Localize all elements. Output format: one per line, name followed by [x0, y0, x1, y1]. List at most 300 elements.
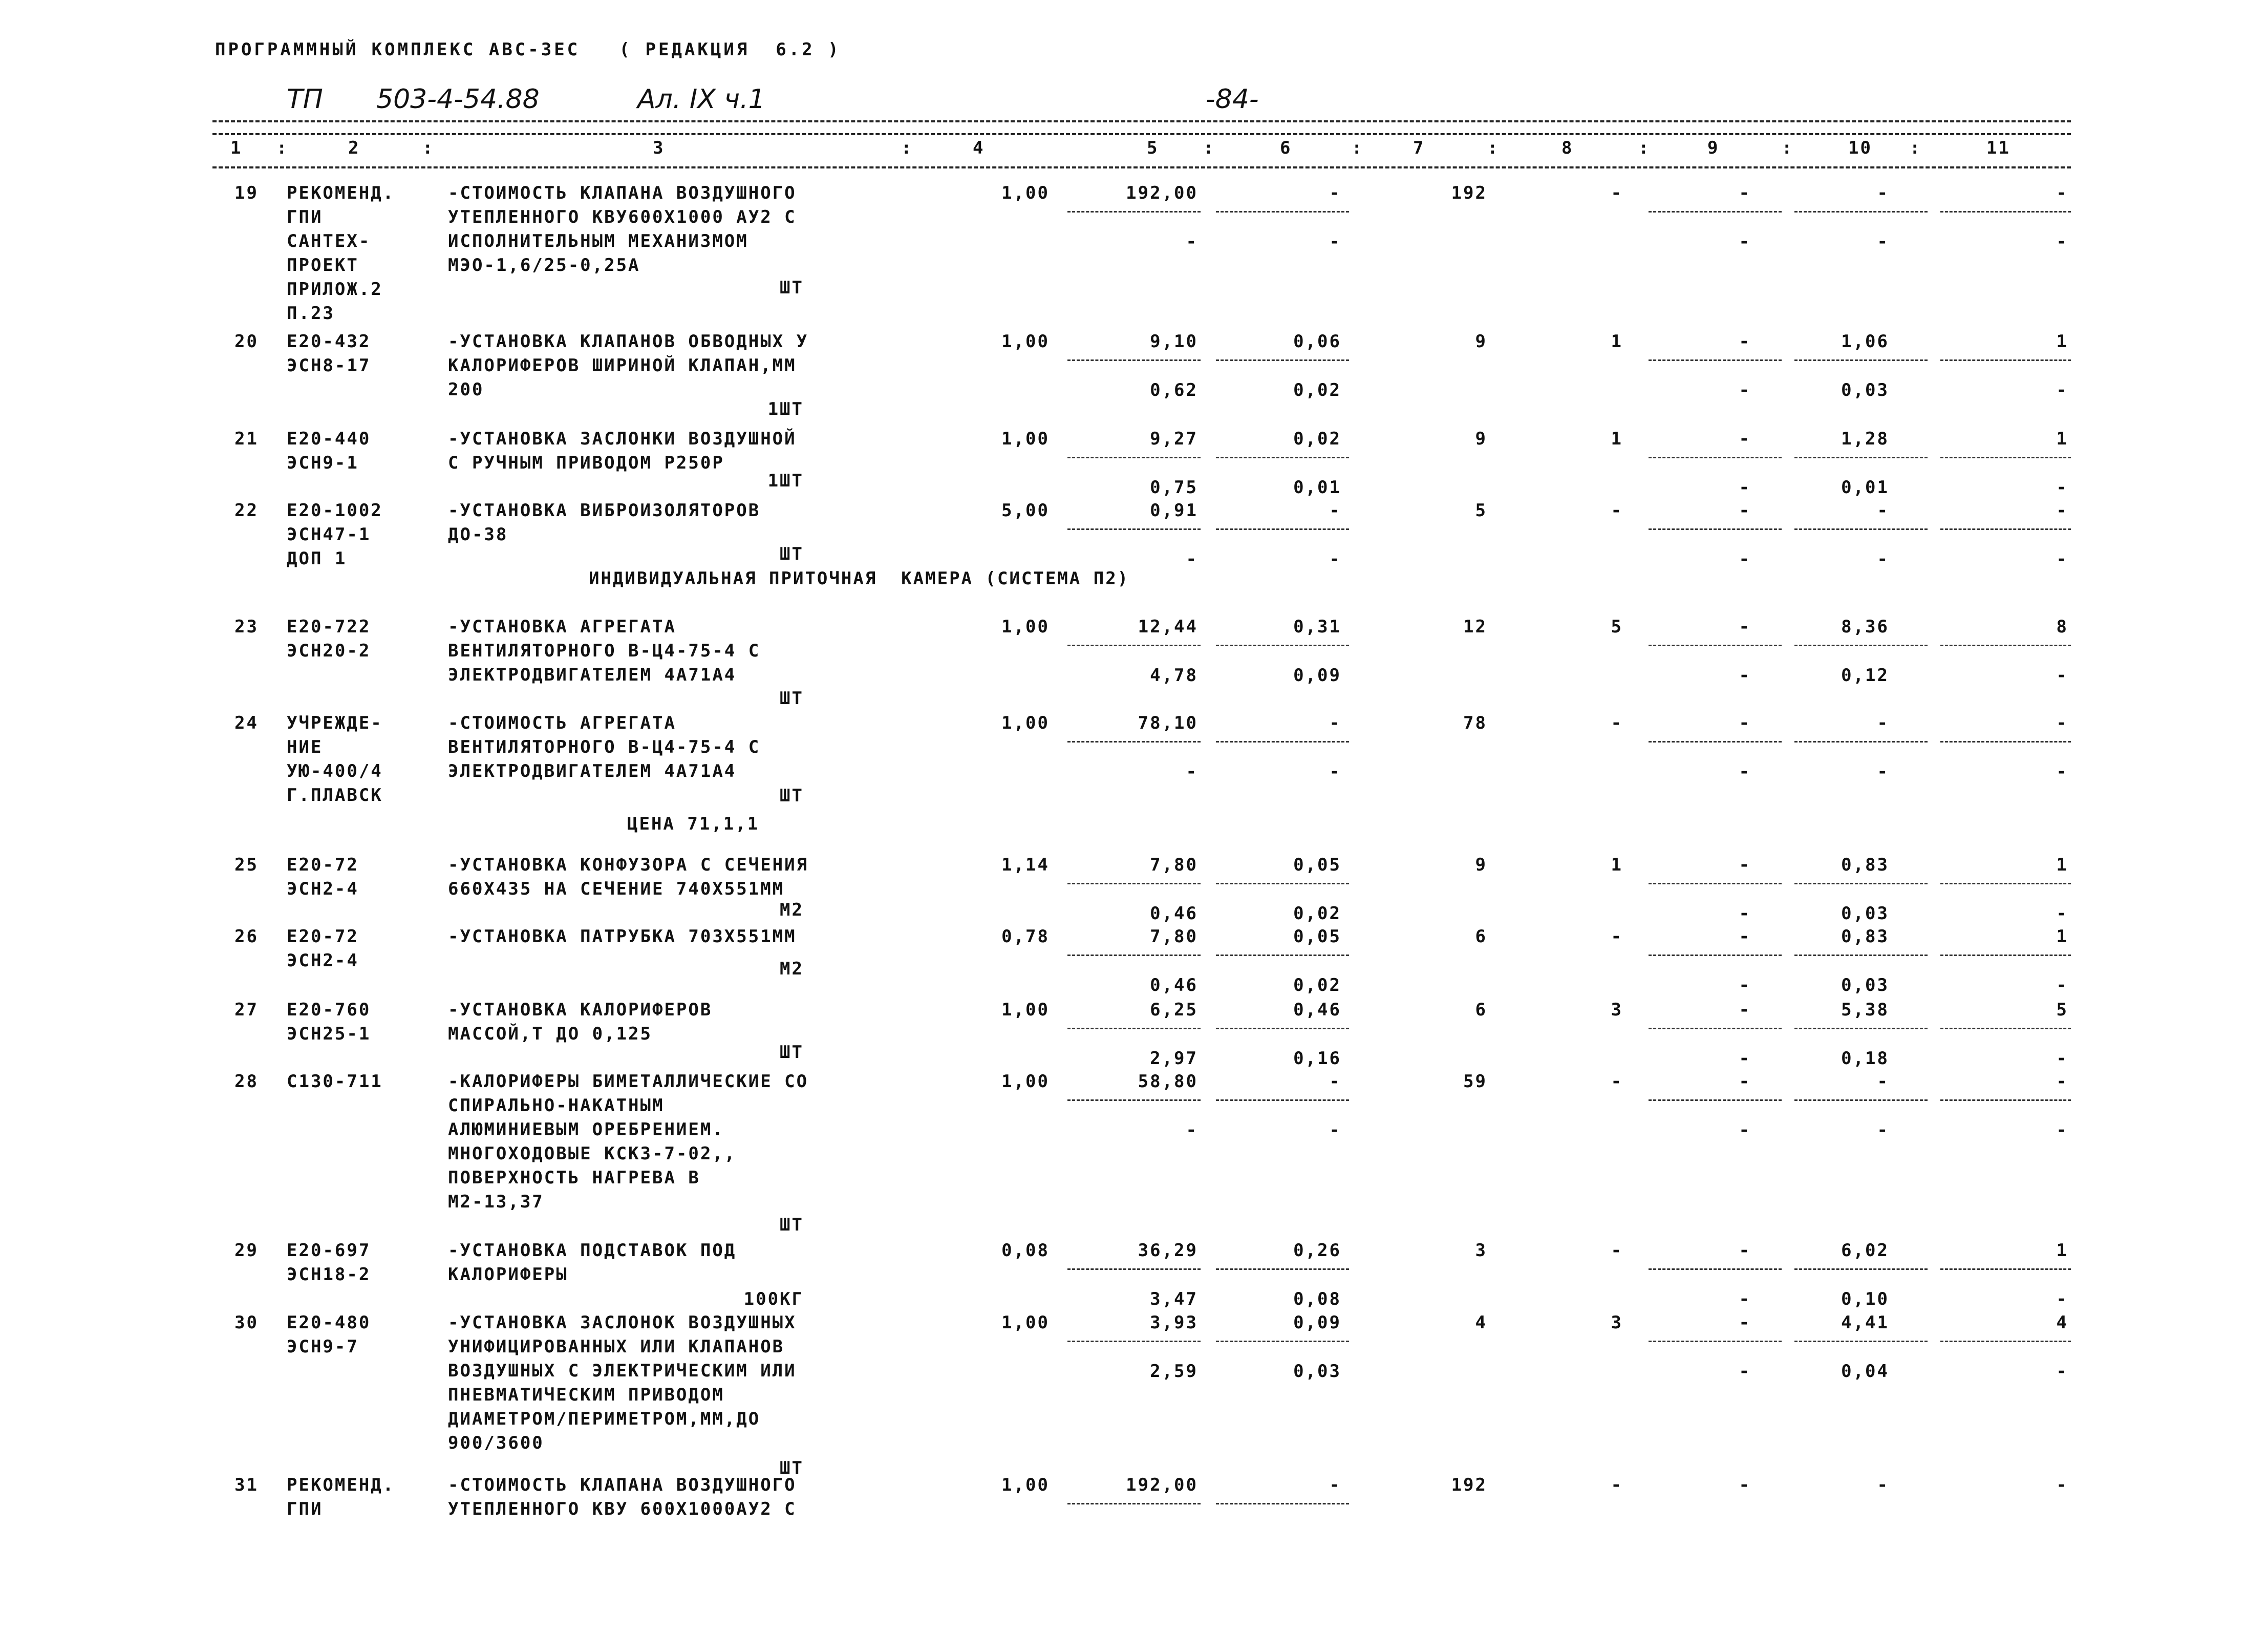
work-description: 900/3600	[448, 1433, 544, 1453]
work-description: -УСТАНОВКА КЛАПАНОВ ОБВОДНЫХ У	[448, 331, 809, 352]
unit-col6b: 0,02	[1293, 380, 1341, 400]
unit-cost-col6: -	[1329, 1071, 1341, 1092]
total-col11: 4	[2056, 1312, 2068, 1333]
total-col9b: -	[1739, 665, 1751, 686]
value-rule	[1216, 645, 1349, 646]
total-col9: -	[1739, 855, 1751, 875]
header-rule-2	[212, 133, 2071, 135]
norm-code: ГПИ	[287, 207, 323, 227]
total-col10b: 0,03	[1841, 380, 1889, 400]
page-number: -84-	[1206, 84, 1259, 115]
col-number-6: 6	[1280, 138, 1292, 158]
unit-cost-col6: 0,06	[1293, 331, 1341, 352]
unit-cost-col6: -	[1329, 500, 1341, 521]
work-description: -КАЛОРИФЕРЫ БИМЕТАЛЛИЧЕСКИЕ СО	[448, 1071, 809, 1092]
col-number-5: 5	[1147, 138, 1159, 158]
unit-of-measure: ШТ	[780, 688, 804, 709]
total-col9b: -	[1739, 761, 1751, 782]
unit-col6b: 0,02	[1293, 975, 1341, 995]
col-sep: :	[901, 138, 913, 158]
total-col10: 1,06	[1841, 331, 1889, 352]
row-number: 27	[234, 1000, 259, 1020]
total-cost: 192	[1451, 1475, 1487, 1495]
value-rule	[1940, 1099, 2071, 1101]
total-col10: -	[1877, 1475, 1889, 1495]
total-col10: 0,83	[1841, 855, 1889, 875]
total-col11b: -	[2056, 975, 2068, 995]
work-description: ВОЗДУШНЫХ С ЭЛЕКТРИЧЕСКИМ ИЛИ	[448, 1361, 797, 1381]
total-col11: -	[2056, 713, 2068, 733]
norm-code: РЕКОМЕНД.	[287, 183, 395, 203]
total-col10: 8,36	[1841, 617, 1889, 637]
row-number: 24	[234, 713, 259, 733]
unit-col6b: -	[1329, 549, 1341, 569]
unit-col6b: 0,16	[1293, 1048, 1341, 1069]
unit-cost-col6: 0,02	[1293, 429, 1341, 449]
total-col10b: -	[1877, 231, 1889, 252]
header-rule-3	[212, 166, 2071, 168]
work-description: ЭЛЕКТРОДВИГАТЕЛЕМ 4А71А4	[448, 665, 737, 685]
work-description: -УСТАНОВКА ЗАСЛОНОК ВОЗДУШНЫХ	[448, 1312, 797, 1333]
unit-cost-col6: 0,09	[1293, 1312, 1341, 1333]
work-description: -СТОИМОСТЬ КЛАПАНА ВОЗДУШНОГО	[448, 183, 797, 203]
work-description: УТЕПЛЕННОГО КВУ600Х1000 АУ2 С	[448, 207, 797, 227]
quantity: 1,00	[1001, 713, 1050, 733]
total-col11b: -	[2056, 903, 2068, 924]
value-rule	[1649, 1268, 1782, 1270]
unit-col6b: 0,09	[1293, 665, 1341, 686]
value-rule	[1216, 883, 1349, 884]
total-col8: 1	[1611, 429, 1623, 449]
work-description: -УСТАНОВКА КОНФУЗОРА С СЕЧЕНИЯ	[448, 855, 809, 875]
work-description: -УСТАНОВКА АГРЕГАТА	[448, 617, 676, 637]
total-cost: 6	[1475, 926, 1487, 947]
unit-cost-col6: 0,05	[1293, 855, 1341, 875]
work-description: ВЕНТИЛЯТОРНОГО В-Ц4-75-4 С	[448, 641, 761, 661]
total-col10: 5,38	[1841, 1000, 1889, 1020]
total-col11b: -	[2056, 549, 2068, 569]
total-col9: -	[1739, 1475, 1751, 1495]
work-description: -УСТАНОВКА ЗАСЛОНКИ ВОЗДУШНОЙ	[448, 429, 797, 449]
col-sep: :	[422, 138, 435, 158]
unit-wage: -	[1186, 1120, 1198, 1140]
unit-of-measure: ШТ	[780, 786, 804, 806]
row-number: 25	[234, 855, 259, 875]
norm-code: Е20-72	[287, 855, 359, 875]
value-rule	[1794, 359, 1928, 361]
total-col9: -	[1739, 331, 1751, 352]
unit-col6b: 0,08	[1293, 1289, 1341, 1309]
norm-code: ЭСН2-4	[287, 950, 359, 971]
total-col8: 3	[1611, 1000, 1623, 1020]
col-number-3: 3	[653, 138, 665, 158]
col-sep: :	[276, 138, 289, 158]
total-col9b: -	[1739, 1120, 1751, 1140]
total-col9: -	[1739, 713, 1751, 733]
total-col8: -	[1611, 713, 1623, 733]
row-number: 26	[234, 926, 259, 947]
value-rule	[1216, 1341, 1349, 1342]
value-rule	[1067, 359, 1201, 361]
quantity: 0,08	[1001, 1240, 1050, 1261]
total-col11b: -	[2056, 1289, 2068, 1309]
total-col11: 1	[2056, 855, 2068, 875]
value-rule	[1794, 211, 1928, 213]
col-sep: :	[1352, 138, 1364, 158]
total-cost: 12	[1463, 617, 1487, 637]
unit-col6b: -	[1329, 231, 1341, 252]
unit-of-measure: ШТ	[780, 544, 804, 564]
total-col10b: -	[1877, 1120, 1889, 1140]
unit-of-measure: ШТ	[780, 1458, 804, 1478]
price-note: ЦЕНА 71,1,1	[627, 814, 760, 834]
total-col11: 1	[2056, 331, 2068, 352]
total-col8: -	[1611, 926, 1623, 947]
row-number: 22	[234, 500, 259, 521]
header-rule-1	[212, 120, 2071, 122]
doc-album: Ал. IX ч.1	[637, 84, 765, 115]
total-col11b: -	[2056, 1048, 2068, 1069]
work-description: ИСПОЛНИТЕЛЬНЫМ МЕХАНИЗМОМ	[448, 231, 748, 251]
value-rule	[1794, 741, 1928, 743]
row-number: 28	[234, 1071, 259, 1092]
total-col11b: -	[2056, 1361, 2068, 1382]
value-rule	[1067, 457, 1201, 458]
program-header: ПРОГРАММНЫЙ КОМПЛЕКС АВС-ЗЕС ( РЕДАКЦИЯ 6.2 )	[215, 39, 841, 60]
unit-of-measure: 100КГ	[743, 1289, 804, 1309]
value-rule	[1216, 1099, 1349, 1101]
col-number-9: 9	[1707, 138, 1720, 158]
total-col9b: -	[1739, 1361, 1751, 1382]
value-rule	[1794, 1028, 1928, 1029]
norm-code: Е20-480	[287, 1312, 371, 1333]
total-col9b: -	[1739, 549, 1751, 569]
total-col9b: -	[1739, 1289, 1751, 1309]
quantity: 1,00	[1001, 1475, 1050, 1495]
total-col9b: -	[1739, 1048, 1751, 1069]
work-description: 660Х435 НА СЕЧЕНИЕ 740Х551ММ	[448, 879, 785, 899]
unit-of-measure: М2	[780, 959, 804, 979]
total-col10: -	[1877, 713, 1889, 733]
value-rule	[1067, 1028, 1201, 1029]
total-col11b: -	[2056, 380, 2068, 400]
col-number-7: 7	[1413, 138, 1425, 158]
total-col10b: 0,12	[1841, 665, 1889, 686]
col-sep: :	[1203, 138, 1215, 158]
unit-cost-col6: 0,46	[1293, 1000, 1341, 1020]
unit-cost-col6: -	[1329, 1475, 1341, 1495]
total-col11b: -	[2056, 665, 2068, 686]
unit-of-measure: М2	[780, 900, 804, 920]
total-col8: -	[1611, 1240, 1623, 1261]
value-rule	[1216, 1268, 1349, 1270]
work-description: -СТОИМОСТЬ АГРЕГАТА	[448, 713, 676, 733]
doc-tp: ТП	[287, 84, 323, 115]
norm-code: Е20-722	[287, 617, 371, 637]
value-rule	[1216, 528, 1349, 530]
col-number-2: 2	[348, 138, 360, 158]
norm-code: УЧРЕЖДЕ-	[287, 713, 383, 733]
quantity: 1,00	[1001, 183, 1050, 203]
norm-code: Е20-72	[287, 926, 359, 947]
value-rule	[1067, 883, 1201, 884]
total-col8: -	[1611, 1071, 1623, 1092]
total-col11: 8	[2056, 617, 2068, 637]
unit-of-measure: ШТ	[780, 1042, 804, 1063]
value-rule	[1216, 359, 1349, 361]
norm-code: ЭСН25-1	[287, 1024, 371, 1044]
value-rule	[1067, 1268, 1201, 1270]
work-description: УТЕПЛЕННОГО КВУ 600Х1000АУ2 С	[448, 1499, 797, 1519]
total-col11: 5	[2056, 1000, 2068, 1020]
unit-cost-total: 0,91	[1150, 500, 1198, 521]
norm-code: Е20-697	[287, 1240, 371, 1261]
total-cost: 78	[1463, 713, 1487, 733]
total-col11: 1	[2056, 926, 2068, 947]
total-col10: 0,83	[1841, 926, 1889, 947]
total-col11: 1	[2056, 1240, 2068, 1261]
total-col11: -	[2056, 183, 2068, 203]
col-sep: :	[1638, 138, 1651, 158]
norm-code: Е20-1002	[287, 500, 383, 521]
total-cost: 9	[1475, 429, 1487, 449]
quantity: 0,78	[1001, 926, 1050, 947]
row-number: 19	[234, 183, 259, 203]
total-col9: -	[1739, 183, 1751, 203]
value-rule	[1940, 211, 2071, 213]
total-cost: 6	[1475, 1000, 1487, 1020]
work-description: ДО-38	[448, 524, 508, 545]
quantity: 1,00	[1001, 617, 1050, 637]
unit-wage: -	[1186, 231, 1198, 252]
unit-cost-total: 9,27	[1150, 429, 1198, 449]
total-col9: -	[1739, 1000, 1751, 1020]
total-col11: -	[2056, 500, 2068, 521]
total-col9: -	[1739, 1240, 1751, 1261]
value-rule	[1649, 645, 1782, 646]
work-description: ВЕНТИЛЯТОРНОГО В-Ц4-75-4 С	[448, 737, 761, 757]
col-number-10: 10	[1848, 138, 1872, 158]
unit-wage: 0,62	[1150, 380, 1198, 400]
total-cost: 59	[1463, 1071, 1487, 1092]
unit-wage: 4,78	[1150, 665, 1198, 686]
value-rule	[1649, 741, 1782, 743]
quantity: 1,00	[1001, 429, 1050, 449]
unit-wage: 0,46	[1150, 903, 1198, 924]
value-rule	[1794, 1268, 1928, 1270]
total-col8: 5	[1611, 617, 1623, 637]
work-description: МАССОЙ,Т ДО 0,125	[448, 1024, 652, 1044]
norm-code: ЭСН20-2	[287, 641, 371, 661]
row-number: 21	[234, 429, 259, 449]
value-rule	[1940, 955, 2071, 956]
col-number-1: 1	[230, 138, 243, 158]
norm-code: С130-711	[287, 1071, 383, 1092]
work-description: МЭО-1,6/25-0,25А	[448, 255, 640, 275]
work-description: КАЛОРИФЕРЫ	[448, 1264, 568, 1285]
total-col9b: -	[1739, 231, 1751, 252]
value-rule	[1649, 211, 1782, 213]
work-description: ДИАМЕТРОМ/ПЕРИМЕТРОМ,ММ,ДО	[448, 1409, 761, 1429]
work-description: -УСТАНОВКА ПОДСТАВОК ПОД	[448, 1240, 737, 1261]
total-cost: 3	[1475, 1240, 1487, 1261]
total-col8: 3	[1611, 1312, 1623, 1333]
unit-cost-total: 7,80	[1150, 926, 1198, 947]
work-description: ПНЕВМАТИЧЕСКИМ ПРИВОДОМ	[448, 1385, 724, 1405]
work-description: ПОВЕРХНОСТЬ НАГРЕВА В	[448, 1168, 700, 1188]
value-rule	[1940, 1268, 2071, 1270]
norm-code: Е20-432	[287, 331, 371, 352]
norm-code: НИЕ	[287, 737, 323, 757]
value-rule	[1216, 955, 1349, 956]
unit-cost-col6: 0,26	[1293, 1240, 1341, 1261]
unit-col6b: 0,01	[1293, 477, 1341, 498]
norm-code: САНТЕХ-	[287, 231, 371, 251]
total-col9: -	[1739, 429, 1751, 449]
value-rule	[1940, 359, 2071, 361]
value-rule	[1940, 883, 2071, 884]
work-description: -УСТАНОВКА КАЛОРИФЕРОВ	[448, 1000, 713, 1020]
unit-col6b: 0,03	[1293, 1361, 1341, 1382]
quantity: 1,14	[1001, 855, 1050, 875]
value-rule	[1067, 955, 1201, 956]
work-description: 200	[448, 379, 484, 400]
unit-cost-col6: -	[1329, 713, 1341, 733]
norm-code: Е20-440	[287, 429, 371, 449]
total-col10b: 0,18	[1841, 1048, 1889, 1069]
work-description: УНИФИЦИРОВАННЫХ ИЛИ КЛАПАНОВ	[448, 1337, 785, 1357]
norm-code: П.23	[287, 303, 335, 324]
total-col10: 1,28	[1841, 429, 1889, 449]
work-description: ЭЛЕКТРОДВИГАТЕЛЕМ 4А71А4	[448, 761, 737, 781]
total-col9: -	[1739, 1312, 1751, 1333]
total-col11: 1	[2056, 429, 2068, 449]
row-number: 20	[234, 331, 259, 352]
total-col10: -	[1877, 500, 1889, 521]
work-description: С РУЧНЫМ ПРИВОДОМ Р250Р	[448, 453, 724, 473]
value-rule	[1649, 955, 1782, 956]
section-heading: ИНДИВИДУАЛЬНАЯ ПРИТОЧНАЯ КАМЕРА (СИСТЕМА П2)	[589, 568, 1130, 589]
total-cost: 5	[1475, 500, 1487, 521]
value-rule	[1649, 1341, 1782, 1342]
value-rule	[1649, 457, 1782, 458]
total-col11: -	[2056, 1071, 2068, 1092]
unit-col6b: -	[1329, 1120, 1341, 1140]
total-cost: 9	[1475, 331, 1487, 352]
total-col8: -	[1611, 1475, 1623, 1495]
norm-code: ПРОЕКТ	[287, 255, 359, 275]
col-number-8: 8	[1561, 138, 1574, 158]
norm-code: ЭСН18-2	[287, 1264, 371, 1285]
value-rule	[1794, 1341, 1928, 1342]
total-cost: 192	[1451, 183, 1487, 203]
total-col9b: -	[1739, 903, 1751, 924]
work-description: -УСТАНОВКА ПАТРУБКА 703Х551ММ	[448, 926, 797, 947]
value-rule	[1067, 645, 1201, 646]
value-rule	[1794, 955, 1928, 956]
unit-wage: -	[1186, 761, 1198, 782]
total-col10b: 0,03	[1841, 903, 1889, 924]
unit-of-measure: ШТ	[780, 1215, 804, 1235]
total-col9: -	[1739, 926, 1751, 947]
total-col10b: -	[1877, 761, 1889, 782]
row-number: 30	[234, 1312, 259, 1333]
col-sep: :	[1782, 138, 1794, 158]
value-rule	[1067, 1099, 1201, 1101]
value-rule	[1067, 528, 1201, 530]
total-col8: -	[1611, 500, 1623, 521]
total-col9b: -	[1739, 975, 1751, 995]
value-rule	[1940, 1028, 2071, 1029]
value-rule	[1067, 1503, 1201, 1504]
total-col10b: 0,01	[1841, 477, 1889, 498]
unit-cost-total: 12,44	[1138, 617, 1198, 637]
total-col11b: -	[2056, 477, 2068, 498]
unit-wage: 3,47	[1150, 1289, 1198, 1309]
unit-cost-total: 6,25	[1150, 1000, 1198, 1020]
quantity: 1,00	[1001, 1071, 1050, 1092]
work-description: -СТОИМОСТЬ КЛАПАНА ВОЗДУШНОГО	[448, 1475, 797, 1495]
norm-code: УЮ-400/4	[287, 761, 383, 781]
col-sep: :	[1910, 138, 1922, 158]
total-col8: -	[1611, 183, 1623, 203]
total-col11b: -	[2056, 761, 2068, 782]
value-rule	[1067, 211, 1201, 213]
total-col10b: 0,04	[1841, 1361, 1889, 1382]
row-number: 23	[234, 617, 259, 637]
value-rule	[1794, 883, 1928, 884]
unit-cost-total: 192,00	[1126, 183, 1198, 203]
unit-of-measure: 1ШТ	[767, 399, 804, 419]
norm-code: ЭСН9-7	[287, 1337, 359, 1357]
total-cost: 4	[1475, 1312, 1487, 1333]
doc-code: 503-4-54.88	[376, 84, 540, 115]
value-rule	[1940, 1341, 2071, 1342]
row-number: 31	[234, 1475, 259, 1495]
value-rule	[1794, 645, 1928, 646]
value-rule	[1649, 883, 1782, 884]
norm-code: РЕКОМЕНД.	[287, 1475, 395, 1495]
norm-code: ДОП 1	[287, 548, 347, 569]
col-number-11: 11	[1986, 138, 2010, 158]
unit-cost-total: 3,93	[1150, 1312, 1198, 1333]
value-rule	[1216, 741, 1349, 743]
unit-cost-col6: -	[1329, 183, 1341, 203]
value-rule	[1067, 741, 1201, 743]
total-col9: -	[1739, 500, 1751, 521]
unit-cost-total: 36,29	[1138, 1240, 1198, 1261]
value-rule	[1940, 457, 2071, 458]
work-description: АЛЮМИНИЕВЫМ ОРЕБРЕНИЕМ.	[448, 1119, 724, 1140]
value-rule	[1794, 1099, 1928, 1101]
value-rule	[1649, 1028, 1782, 1029]
unit-cost-col6: 0,05	[1293, 926, 1341, 947]
value-rule	[1649, 359, 1782, 361]
value-rule	[1216, 211, 1349, 213]
unit-cost-col6: 0,31	[1293, 617, 1341, 637]
unit-of-measure: ШТ	[780, 278, 804, 298]
quantity: 1,00	[1001, 1312, 1050, 1333]
unit-wage: -	[1186, 549, 1198, 569]
row-number: 29	[234, 1240, 259, 1261]
unit-cost-total: 7,80	[1150, 855, 1198, 875]
work-description: М2-13,37	[448, 1192, 544, 1212]
total-col8: 1	[1611, 331, 1623, 352]
total-col9: -	[1739, 1071, 1751, 1092]
total-col8: 1	[1611, 855, 1623, 875]
col-sep: :	[1487, 138, 1500, 158]
value-rule	[1940, 528, 2071, 530]
